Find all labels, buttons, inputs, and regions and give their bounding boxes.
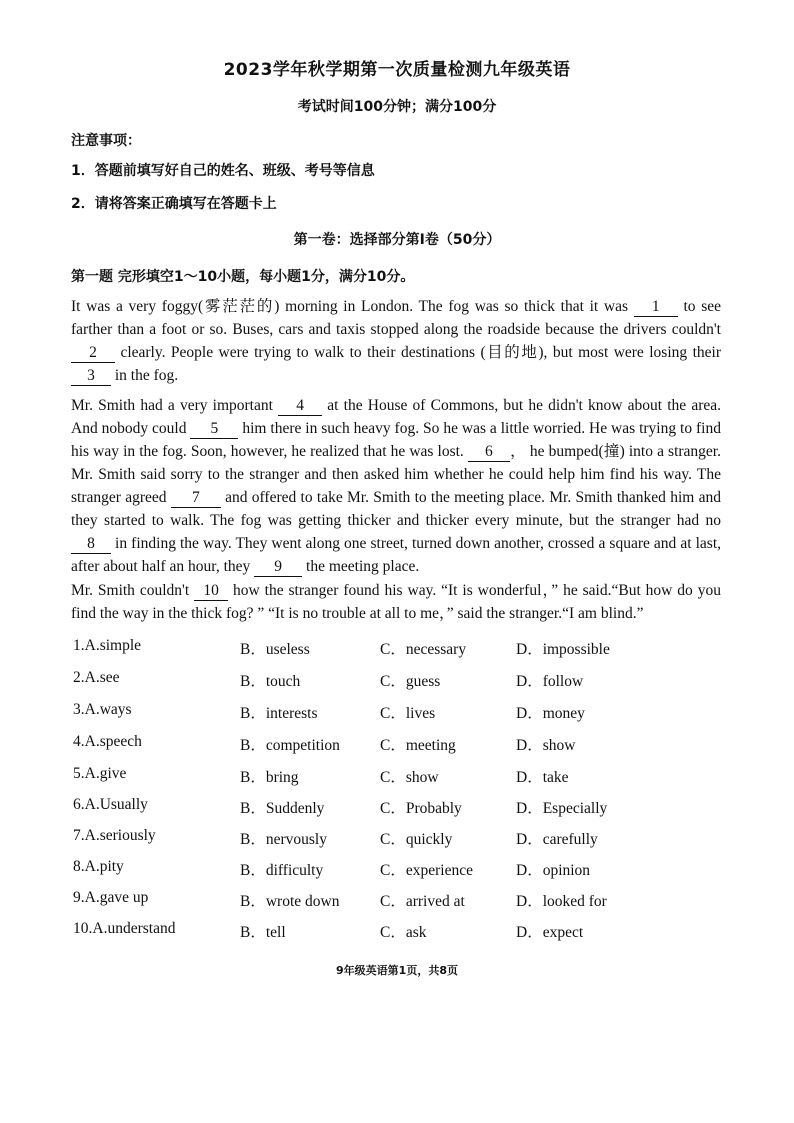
option-d: D．Especially	[516, 800, 608, 817]
option-b: B．interests	[240, 705, 318, 722]
blank-2: 2	[71, 344, 115, 363]
blank-5: 5	[190, 420, 238, 439]
passage-text: It was a very foggy(雾茫茫的) morning in London. The fog was so thick that it was	[71, 298, 634, 315]
option-row-9	[0, 889, 794, 913]
option-d: D．expect	[516, 924, 584, 941]
passage-text: the meeting place.	[302, 558, 420, 575]
passage-paragraph-3	[71, 579, 721, 625]
option-row-1	[0, 637, 794, 661]
option-c: C．quickly	[380, 831, 453, 848]
option-c: C．Probably	[380, 800, 462, 817]
option-a: 8.A.pity	[73, 858, 124, 875]
option-c: C．arrived at	[380, 893, 465, 910]
option-c: C．guess	[380, 673, 441, 690]
passage-text: how the stranger found his way. “It is wonderful，” he said.“But how do you find the way in the thick fog? ” “It is no trouble at all to me，” said the stranger.“I am blind.”	[71, 582, 721, 622]
option-b: B．wrote down	[240, 893, 340, 910]
exam-subtitle: 考试时间100分钟；满分100分	[297, 99, 497, 115]
passage-text: him there in such heavy fog. So he was a little worried. He was trying to find his way in the fog. Soon, however, he realized that he was lost.	[71, 420, 721, 460]
option-d: D．impossible	[516, 641, 610, 658]
option-b: B．bring	[240, 769, 299, 786]
option-row-3	[0, 701, 794, 725]
passage-text: at the House of Commons, but he didn't know about the area. And nobody could	[71, 397, 721, 437]
option-c: C．experience	[380, 862, 473, 879]
option-c: C．show	[380, 769, 439, 786]
passage-text: ， he bumped(撞) into a stranger. Mr. Smith said sorry to the stranger and then asked him whether he could help him find his way. The stranger agreed	[71, 443, 721, 506]
option-a: 4.A.speech	[73, 733, 142, 750]
option-d: D．follow	[516, 673, 584, 690]
exam-title: 2023学年秋学期第一次质量检测九年级英语	[223, 60, 571, 80]
passage-text: Mr. Smith couldn't	[71, 582, 195, 599]
option-b: B．nervously	[240, 831, 327, 848]
blank-1: 1	[634, 298, 678, 317]
blank-8: 8	[71, 535, 111, 554]
blank-9: 9	[254, 558, 302, 577]
option-a: 9.A.gave up	[73, 889, 149, 906]
notes-heading: 注意事项：	[71, 133, 141, 149]
note-item-2: 2．请将答案正确填写在答题卡上	[71, 196, 277, 212]
option-d: D．money	[516, 705, 585, 722]
option-a: 5.A.give	[73, 765, 127, 782]
option-row-8	[0, 858, 794, 882]
option-b: B．tell	[240, 924, 286, 941]
option-b: B．useless	[240, 641, 310, 658]
option-a: 2.A.see	[73, 669, 120, 686]
option-b: B．Suddenly	[240, 800, 325, 817]
option-a: 6.A.Usually	[73, 796, 148, 813]
passage-text: in the fog.	[111, 367, 179, 384]
option-row-5	[0, 765, 794, 789]
blank-6: 6	[468, 443, 510, 462]
option-c: C．necessary	[380, 641, 467, 658]
option-row-2	[0, 669, 794, 693]
option-a: 7.A.seriously	[73, 827, 156, 844]
page-footer: 9年级英语第1页，共8页	[336, 964, 458, 977]
option-d: D．carefully	[516, 831, 598, 848]
blank-3: 3	[71, 367, 111, 386]
option-row-4	[0, 733, 794, 757]
option-c: C．lives	[380, 705, 436, 722]
option-d: D．take	[516, 769, 569, 786]
part-title: 第一题 完形填空1～10小题，每小题1分，满分10分。	[71, 269, 415, 285]
passage-text: in finding the way. They went along one street, turned down another, crossed a square and at last, after about half an hour, they	[71, 535, 721, 575]
passage-paragraph-1	[71, 295, 721, 387]
passage-text: clearly. People were trying to walk to their destinations (目的地), but most were losing their	[115, 344, 721, 361]
option-c: C．meeting	[380, 737, 456, 754]
option-row-6	[0, 796, 794, 820]
passage-paragraph-2	[71, 394, 721, 578]
option-b: B．competition	[240, 737, 340, 754]
option-d: D．opinion	[516, 862, 591, 879]
passage-text: and offered to take Mr. Smith to the meeting place. Mr. Smith thanked him and they started to walk. The fog was getting thicker and thicker every minute, but the stranger had no	[71, 489, 721, 529]
note-item-1: 1．答题前填写好自己的姓名、班级、考号等信息	[71, 163, 375, 179]
blank-4: 4	[278, 397, 322, 416]
passage-text: Mr. Smith had a very important	[71, 397, 279, 414]
option-a: 1.A.simple	[73, 637, 142, 654]
option-row-10	[0, 920, 794, 944]
option-a: 10.A.understand	[73, 920, 176, 937]
option-b: B．difficulty	[240, 862, 324, 879]
blank-7: 7	[171, 489, 221, 508]
option-a: 3.A.ways	[73, 701, 132, 718]
option-c: C．ask	[380, 924, 427, 941]
passage-text: to see farther than a foot or so. Buses, cars and taxis stopped along the roadside because the drivers couldn't	[71, 298, 721, 338]
section-title: 第一卷：选择部分第Ⅰ卷（50分）	[293, 232, 501, 248]
option-b: B．touch	[240, 673, 301, 690]
option-d: D．show	[516, 737, 576, 754]
option-row-7	[0, 827, 794, 851]
blank-10: 10	[194, 582, 228, 601]
option-d: D．looked for	[516, 893, 607, 910]
